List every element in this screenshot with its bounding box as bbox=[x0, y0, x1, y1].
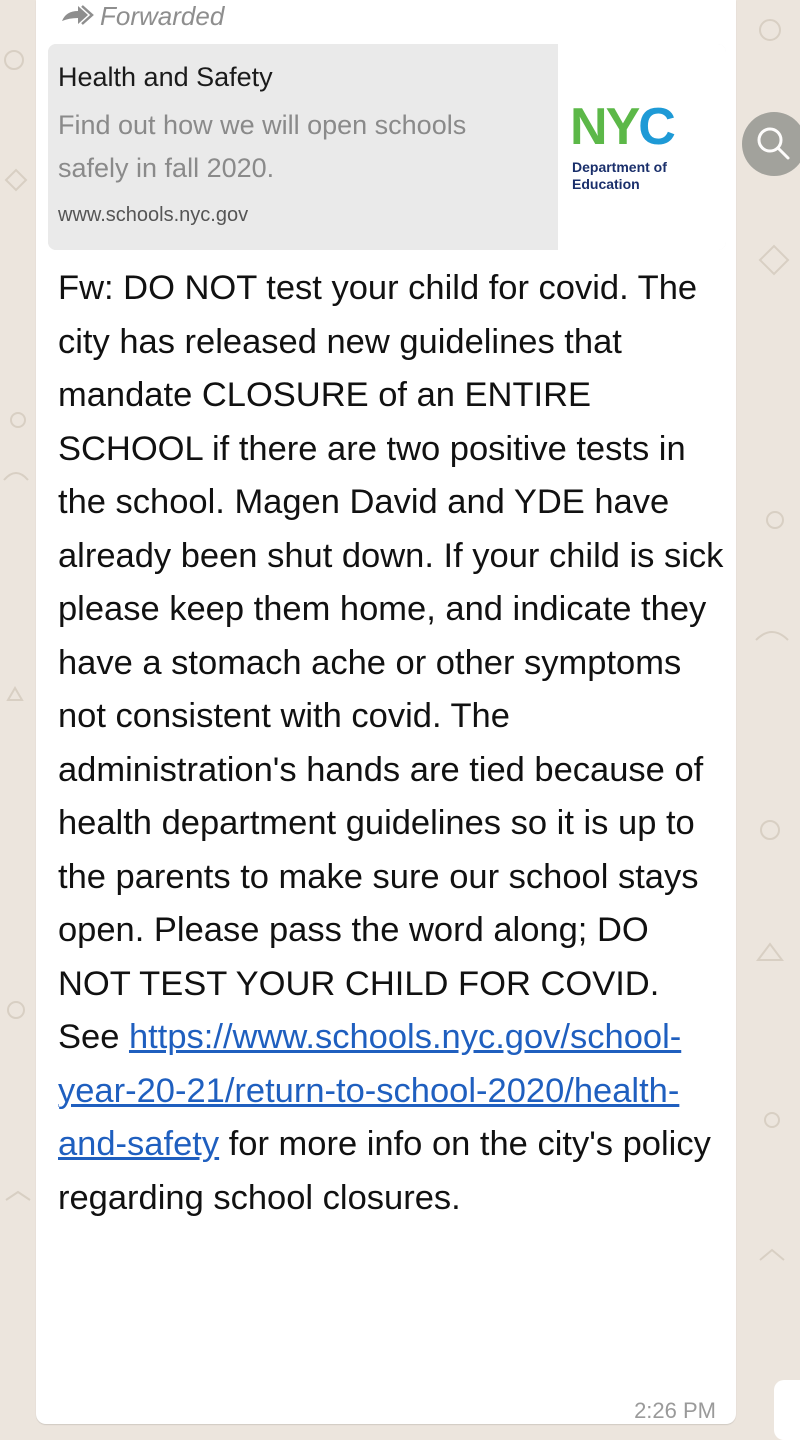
link-preview-url: www.schools.nyc.gov bbox=[58, 204, 249, 226]
link-preview-text bbox=[48, 44, 558, 250]
search-button[interactable] bbox=[742, 112, 800, 176]
forwarded-label bbox=[60, 0, 224, 33]
forward-arrow-icon bbox=[60, 5, 94, 27]
svg-text:Department of: Department of bbox=[572, 159, 667, 175]
link-preview-description: Find out how we will open schools safely in fall 2020. bbox=[58, 110, 467, 183]
nyc-doe-logo bbox=[558, 44, 726, 250]
link-preview-title: Health and Safety bbox=[58, 62, 273, 92]
message-text bbox=[58, 262, 728, 1225]
link-preview-thumbnail bbox=[558, 44, 726, 250]
link-preview-card[interactable] bbox=[48, 44, 726, 250]
message-body: Fw: DO NOT test your child for covid. The city has released new guidelines that mandate CLOSURE of an ENTIRE SCHOOL if there are two positive tests in the school. Magen David and YDE have already been shut down. If your child is sick please keep them home, and indicate they have a stomach ache or other symptoms not consistent with covid. The administration's hands are tied because of health department guidelines so it is up to the parents to make sure our school stays open. Please pass the word along; DO NOT TEST YOUR CHILD FOR COVID. See bbox=[58, 269, 724, 1056]
message-link[interactable]: https://www.schools.nyc.gov/school-year-20-21/return-to-school-2020/health-and-safety bbox=[58, 1018, 682, 1163]
message-body-end: for more info on the city's policy regarding school closures. bbox=[58, 1125, 711, 1217]
svg-text:NYC: NYC bbox=[570, 98, 674, 156]
forwarded-text: Forwarded bbox=[100, 0, 225, 31]
message-bubble[interactable] bbox=[36, 0, 736, 1424]
adjacent-bubble-edge bbox=[774, 1380, 800, 1440]
search-icon bbox=[742, 112, 800, 176]
message-timestamp: 2:26 PM bbox=[634, 1398, 716, 1423]
svg-text:Education: Education bbox=[572, 176, 640, 192]
